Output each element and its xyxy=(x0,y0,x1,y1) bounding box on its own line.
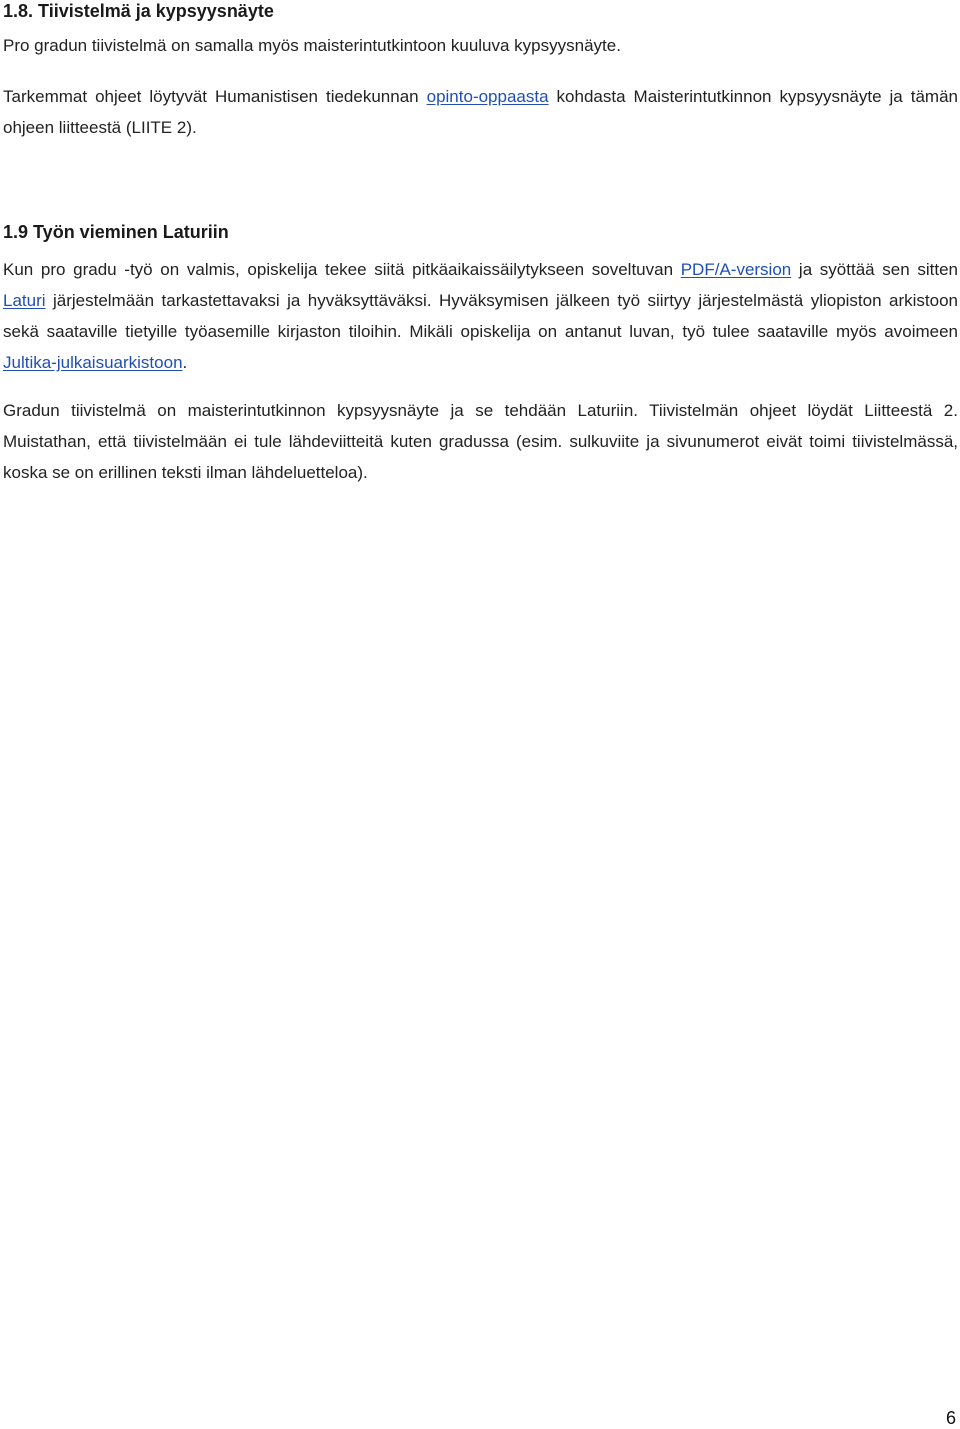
pdf-a-version-link[interactable]: PDF/A-version xyxy=(680,260,792,279)
section-1-8-paragraph-1: Pro gradun tiivistelmä on samalla myös maisterintutkintoon kuuluva kypsyysnäyte. xyxy=(3,36,621,55)
laturi-link[interactable]: Laturi xyxy=(3,291,46,310)
section-1-9-paragraph-1 xyxy=(3,254,958,378)
section-heading-1-9: 1.9 Työn vieminen Laturiin xyxy=(3,222,229,242)
page-number: 6 xyxy=(945,1408,956,1428)
section-1-8-paragraph-2 xyxy=(3,81,958,143)
jultika-link[interactable]: Jultika-julkaisuarkistoon xyxy=(3,353,183,372)
paragraph-text: Tarkemmat ohjeet löytyvät Humanistisen tiedekunnan xyxy=(3,87,427,106)
paragraph-text: ja syöttää sen sitten xyxy=(791,260,958,279)
opinto-oppaasta-link[interactable]: opinto-oppaasta xyxy=(426,87,549,106)
section-heading-1-8: 1.8. Tiivistelmä ja kypsyysnäyte xyxy=(3,1,274,21)
paragraph-text: Kun pro gradu -työ on valmis, opiskelija tekee siitä pitkäaikaissäilytykseen soveltuvan xyxy=(3,260,681,279)
section-1-9-paragraph-2: Gradun tiivistelmä on maisterintutkinnon kypsyysnäyte ja se tehdään Laturiin. Tiivistelmän ohjeet löydät Liitteestä 2. Muistathan, että tiivistelmään ei tule lähdeviitteitä kuten gradussa (esim. sulkuviite ja sivunumerot eivät toimi tiivistelmässä, koska se on erillinen teksti ilman lähdeluetteloa). xyxy=(3,401,958,482)
paragraph-text: järjestelmään tarkastettavaksi ja hyväksyttäväksi. Hyväksymisen jälkeen työ siirtyy järjestelmästä yliopiston arkistoon sekä saataville tietyille työasemille kirjaston tiloihin. Mikäli opiskelija on antanut luvan, työ tulee saataville myös avoimeen xyxy=(3,291,958,341)
paragraph-text: . xyxy=(182,353,188,372)
paragraph-text: kohdasta Maisterintutkinnon kypsyysnäyte ja tämän ohjeen liitteestä (LIITE 2). xyxy=(3,87,959,137)
